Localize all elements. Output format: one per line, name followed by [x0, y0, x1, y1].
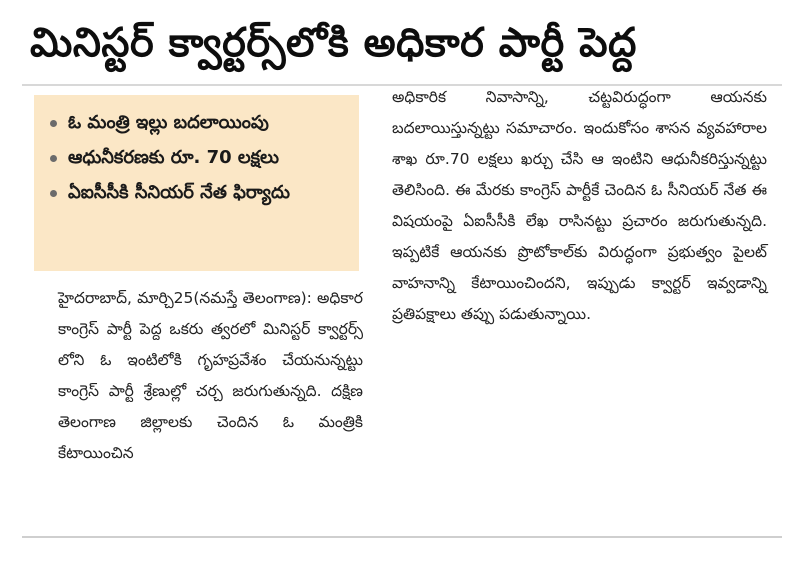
next-article-headlines [40, 550, 780, 570]
body-column-left: హైదరాబాద్, మార్చి25(నమస్తే తెలంగాణ): అధికార కాంగ్రెస్ పార్టీ పెద్ద ఒకరు త్వరలో మినిస్టర్ క్వార్టర్స్ లోని ఓ ఇంటిలోకి గృహప్రవేశం చేయనున్నట్టు కాంగ్రెస్ పార్టీ శ్రేణుల్లో చర్చ జరుగుతున్నది. దక్షిణ తెలంగాణ జిల్లాలకు చెందిన ఓ మంత్రికి కేటాయించిన [58, 289, 363, 462]
highlight-item [48, 105, 359, 140]
body-column-right: అధికారిక నివాసాన్ని, చట్టవిరుద్ధంగా ఆయనకు బదలాయిస్తున్నట్టు సమాచారం. ఇందుకోసం శాసన వ్యవహారాల శాఖ రూ.70 లక్షలు ఖర్చు చేసి ఆ ఇంటిని ఆధునీకరిస్తున్నట్టు తెలిసింది. ఈ మేరకు కాంగ్రెస్ పార్టీకే చెందిన ఓ సీనియర్ నేత ఈ విషయంపై ఏఐసీసీకి లేఖ రాసినట్టు ప్రచారం జరుగుతున్నది. ఇప్పటికే ఆయనకు ప్రొటోకాల్‌కు విరుద్ధంగా ప్రభుత్వం పైలట్ వాహనాన్ని కేటాయించిందని, ఇప్పుడు క్వార్టర్ ఇవ్వడాన్ని ప్రతిపక్షాలు తప్పు పడుతున్నాయి. [392, 88, 767, 323]
highlight-item [48, 175, 359, 210]
highlights-box [34, 95, 359, 271]
highlight-text: ఏఐసీసీకి సీనియర్ నేత ఫిర్యాదు [68, 182, 290, 203]
highlight-item [48, 140, 359, 175]
bullet-icon [50, 120, 57, 127]
bullet-icon [50, 190, 57, 197]
highlight-text: ఆధునీకరణకు రూ. 70 లక్షలు [68, 147, 280, 168]
section-divider [22, 536, 782, 538]
highlights-list [34, 95, 359, 210]
bullet-icon [50, 155, 57, 162]
highlight-text: ఓ మంత్రి ఇల్లు బదలాయింపు [68, 112, 269, 133]
article-headline: మినిస్టర్ క్వార్టర్స్‌లోకి అధికార పార్టీ పెద్ద [30, 20, 637, 66]
